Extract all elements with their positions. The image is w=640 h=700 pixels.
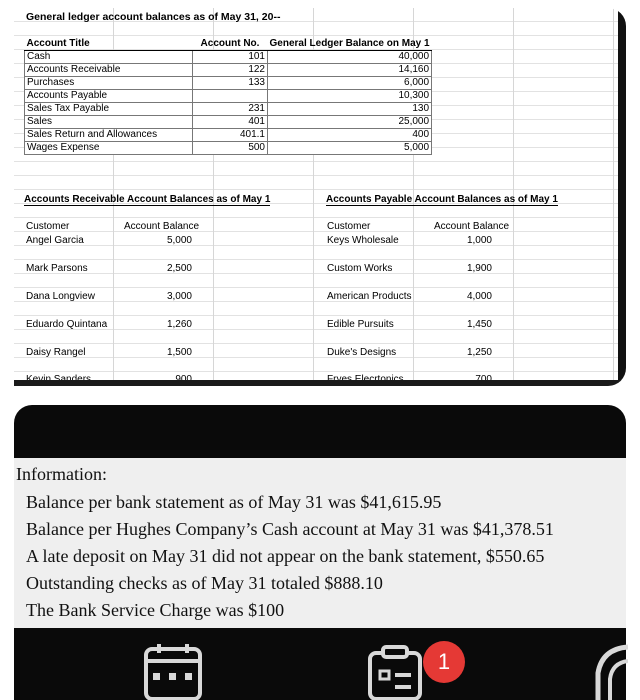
information-line: Balance per Hughes Company’s Cash account at May 31 was $41,378.51 xyxy=(26,519,554,539)
balance-cell: 5,000 xyxy=(268,142,432,155)
account-title-cell: Accounts Payable xyxy=(25,90,193,103)
account-no-cell xyxy=(193,90,268,103)
calendar-icon[interactable] xyxy=(143,643,203,700)
account-title-cell: Wages Expense xyxy=(25,142,193,155)
ap-vendor-name: Custom Works xyxy=(327,263,393,274)
table-row xyxy=(25,77,432,90)
table-row xyxy=(25,64,432,77)
header-gl-balance: General Ledger Balance on May 1 xyxy=(269,38,430,49)
table-row xyxy=(25,103,432,116)
account-no-cell: 122 xyxy=(193,64,268,77)
account-title-cell: Sales Return and Allowances xyxy=(25,129,193,142)
balance-cell: 400 xyxy=(268,129,432,142)
clipboard-icon[interactable] xyxy=(367,645,423,700)
card-edge xyxy=(618,8,626,386)
ar-customer-balance: 1,500 xyxy=(166,347,192,358)
table-row xyxy=(25,90,432,103)
ap-vendor-balance: 1,900 xyxy=(466,263,492,274)
ar-header-balance: Account Balance xyxy=(124,221,200,232)
spreadsheet-card xyxy=(14,8,626,386)
ar-customer-balance: 1,260 xyxy=(166,319,192,330)
account-title-cell: Sales xyxy=(25,116,193,129)
ar-header-customer: Customer xyxy=(26,221,70,232)
ar-customer-name: Eduardo Quintana xyxy=(26,319,108,330)
ar-customer-balance: 3,000 xyxy=(166,291,192,302)
table-row xyxy=(25,116,432,129)
account-no-cell: 231 xyxy=(193,103,268,116)
ap-header-balance: Account Balance xyxy=(434,221,510,232)
general-ledger-title: General ledger account balances as of May 31, 20-- xyxy=(26,11,281,23)
ap-vendor-balance: 1,250 xyxy=(466,347,492,358)
spreadsheet-grid xyxy=(14,8,626,386)
information-line: The Bank Service Charge was $100 xyxy=(26,600,285,620)
ar-customer-balance: 2,500 xyxy=(166,263,192,274)
card-bottom-edge xyxy=(14,380,626,386)
ap-vendor-name: Duke's Designs xyxy=(327,347,397,358)
ar-customer-name: Daisy Rangel xyxy=(26,347,86,358)
ar-customer-name: Angel Garcia xyxy=(26,235,84,246)
account-no-cell: 133 xyxy=(193,77,268,90)
ap-vendor-name: American Products xyxy=(327,291,412,302)
information-line: Outstanding checks as of May 31 totaled $888.10 xyxy=(26,573,383,593)
balance-cell: 130 xyxy=(268,103,432,116)
ar-customer-name: Dana Longview xyxy=(26,291,95,302)
ap-vendor-name: Keys Wholesale xyxy=(327,235,399,246)
ap-vendor-balance: 4,000 xyxy=(466,291,492,302)
table-row xyxy=(25,129,432,142)
ap-vendor-name: Edible Pursuits xyxy=(327,319,394,330)
account-no-cell: 500 xyxy=(193,142,268,155)
balance-cell: 40,000 xyxy=(268,51,432,64)
balance-cell: 6,000 xyxy=(268,77,432,90)
ap-vendor-balance: 1,450 xyxy=(466,319,492,330)
account-no-cell: 401.1 xyxy=(193,129,268,142)
accounts-receivable-title: Accounts Receivable Account Balances as of May 1 xyxy=(24,194,271,205)
ap-vendor-balance: 1,000 xyxy=(466,235,492,246)
information-line: A late deposit on May 31 did not appear on the bank statement, $550.65 xyxy=(26,546,545,566)
account-title-cell: Cash xyxy=(25,51,193,64)
information-title: Information: xyxy=(16,464,107,484)
header-account-no: Account No. xyxy=(193,38,268,51)
account-title-cell: Sales Tax Payable xyxy=(25,103,193,116)
general-ledger-table xyxy=(24,38,432,155)
account-title-cell: Purchases xyxy=(25,77,193,90)
balance-cell: 10,300 xyxy=(268,90,432,103)
account-no-cell: 101 xyxy=(193,51,268,64)
ap-header-customer: Customer xyxy=(327,221,371,232)
information-panel xyxy=(14,458,626,628)
table-row xyxy=(25,142,432,155)
ar-customer-balance: 5,000 xyxy=(166,235,192,246)
account-title-cell: Accounts Receivable xyxy=(25,64,193,77)
balance-cell: 14,160 xyxy=(268,64,432,77)
information-line: Balance per bank statement as of May 31 was $41,615.95 xyxy=(26,492,442,512)
accounts-payable-title: Accounts Payable Account Balances as of May 1 xyxy=(326,194,558,205)
notification-badge: 1 xyxy=(423,641,465,683)
account-no-cell: 401 xyxy=(193,116,268,129)
partial-icon[interactable] xyxy=(594,643,628,700)
dark-panel xyxy=(14,405,626,700)
table-row xyxy=(25,51,432,64)
ar-customer-name: Mark Parsons xyxy=(26,263,88,274)
general-ledger-header-row xyxy=(25,38,432,51)
balance-cell: 25,000 xyxy=(268,116,432,129)
header-account-title: Account Title xyxy=(25,38,193,51)
